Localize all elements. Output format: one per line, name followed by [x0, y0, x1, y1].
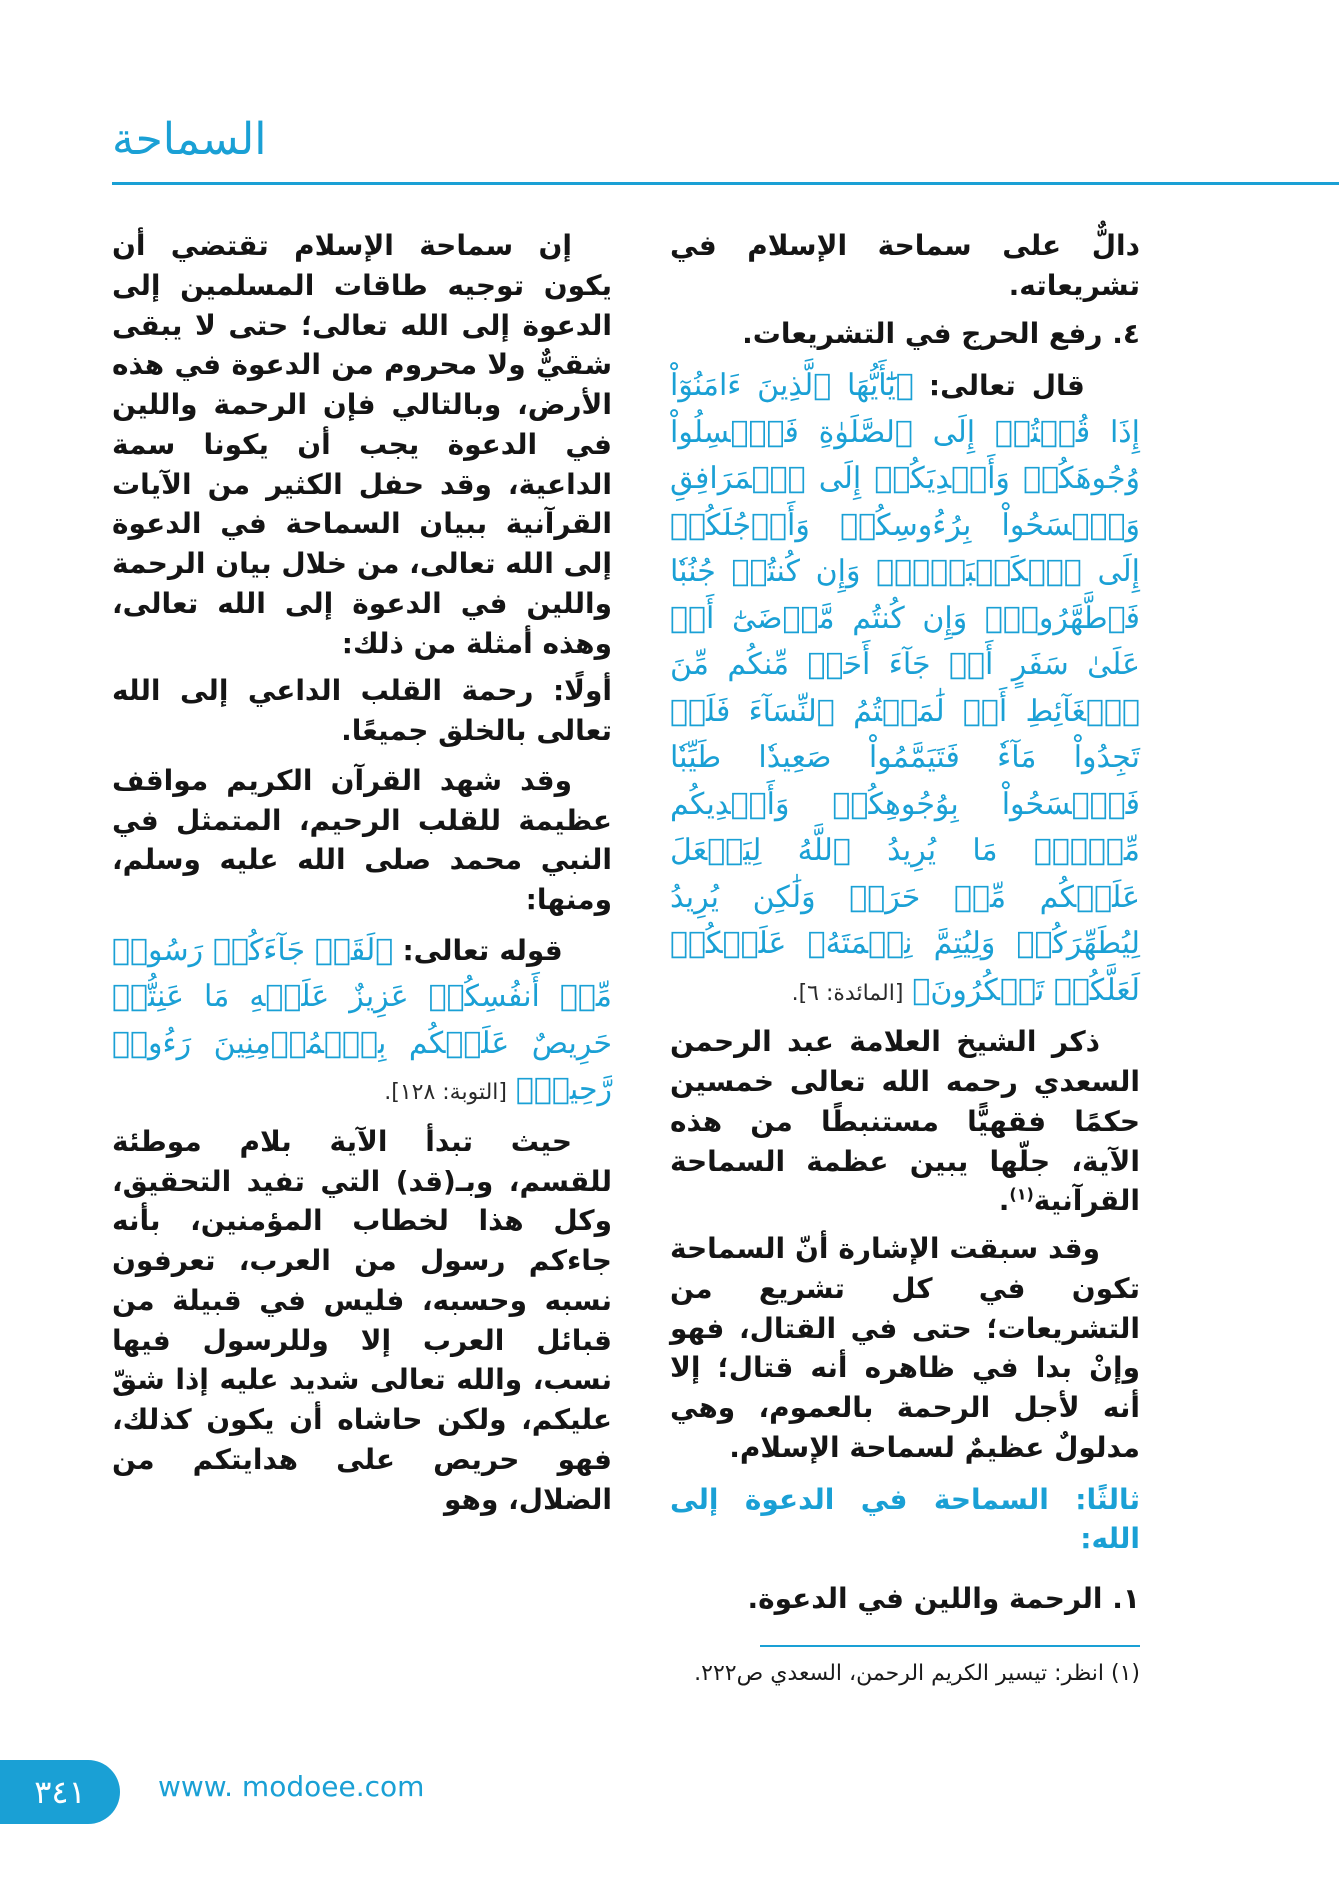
- right-text-column: [670, 226, 1140, 1629]
- footnote-1: (١) انظر: تيسير الكريم الرحمن، السعدي ص٢٢٢.: [694, 1661, 1140, 1686]
- combat-paragraph: [670, 1229, 1140, 1468]
- quran-testimony-paragraph: [112, 761, 612, 920]
- maidah-verse-block: [670, 363, 1140, 1014]
- item-4-heading: ٤. رفع الحرج في التشريعات.: [742, 316, 1140, 350]
- section-3-heading: ثالثًا: السماحة في الدعوة إلى الله:: [670, 1482, 1140, 1556]
- continuation-paragraph: دالٌّ على سماحة الإسلام في تشريعاته.: [670, 229, 1140, 302]
- quran-verse-maidah: ﴿يَٰٓأَيُّهَا ٱلَّذِينَ ءَامَنُوٓاْ إِذَا قُمۡتُمۡ إِلَى ٱلصَّلَوٰةِ فَٱغۡسِلُواْ وُجُوهَكُمۡ وَأَيۡدِيَكُمۡ إِلَى ٱلۡمَرَافِقِ وَٱمۡسَحُواْ بِرُءُوسِكُمۡ وَأَرۡجُلَكُمۡ إِلَى ٱلۡكَعۡبَيۡنِۚ وَإِن كُنتُمۡ جُنُبٗا فَٱطَّهَّرُواْۚ وَإِن كُنتُم مَّرۡضَىٰٓ أَوۡ عَلَىٰ سَفَرٍ أَوۡ جَآءَ أَحَدٞ مِّنكُم مِّنَ ٱلۡغَآئِطِ أَوۡ لَٰمَسۡتُمُ ٱلنِّسَآءَ فَلَمۡ تَجِدُواْ مَآءٗ فَتَيَمَّمُواْ صَعِيدٗا طَيِّبٗا فَٱمۡسَحُواْ بِوُجُوهِكُمۡ وَأَيۡدِيكُم مِّنۡهُۚ مَا يُرِيدُ ٱللَّهُ لِيَجۡعَلَ عَلَيۡكُم مِّنۡ حَرَجٖ وَلَٰكِن يُرِيدُ لِيُطَهِّرَكُمۡ وَلِيُتِمَّ نِعۡمَتَهُۥ عَلَيۡكُمۡ لَعَلَّكُمۡ تَشۡكُرُونَ﴾: [670, 368, 1140, 1008]
- saadi-paragraph: [670, 1022, 1140, 1221]
- footnote-reference-1[interactable]: (١): [1009, 1184, 1034, 1204]
- footnote-divider: [760, 1645, 1140, 1647]
- saadi-paragraph-end: .: [998, 1184, 1010, 1218]
- verse-intro: قوله تعالى:: [402, 933, 563, 967]
- website-link[interactable]: www. modoee.com: [158, 1770, 425, 1803]
- item-1-heading: ١. الرحمة واللين في الدعوة.: [747, 1582, 1140, 1615]
- saadi-paragraph-text: ذكر الشيخ العلامة عبد الرحمن السعدي رحمه الله تعالى خمسين حكمًا فقهيًّا مستنبطًا من هذه الآية، جلّها يبين عظمة السماحة القرآنية: [670, 1025, 1140, 1218]
- quran-testimony-text: وقد شهد القرآن الكريم مواقف عظيمة للقلب الرحيم، المتمثل في النبي محمد صلى الله عليه وسلم، ومنها:: [112, 763, 612, 916]
- quran-verse-tawbah: ﴿لَقَدۡ جَآءَكُمۡ رَسُولٞ مِّنۡ أَنفُسِكُمۡ عَزِيزٌ عَلَيۡهِ مَا عَنِتُّمۡ حَرِيصٌ عَلَيۡكُم بِٱلۡمُؤۡمِنِينَ رَءُوفٞ رَّحِيمٞ﴾: [112, 932, 612, 1108]
- verse-citation-tawbah: [التوبة: ١٢٨].: [384, 1080, 507, 1106]
- combat-paragraph-text: وقد سبقت الإشارة أنّ السماحة تكون في كل تشريع من التشريعات؛ حتى في القتال، فهو وإنْ بدا في ظاهره أنه قتال؛ إلا أنه لأجل الرحمة بالعموم، وهي مدلولٌ عظيمٌ لسماحة الإسلام.: [670, 1232, 1140, 1464]
- verse-citation-maidah: [المائدة: ٦].: [791, 980, 904, 1006]
- tafsir-paragraph: [112, 1122, 612, 1520]
- intro-paragraph: [112, 226, 612, 663]
- tawbah-verse-block: [112, 928, 612, 1114]
- first-subheading: أولًا: رحمة القلب الداعي إلى الله تعالى بالخلق جميعًا.: [112, 674, 612, 747]
- intro-paragraph-text: إن سماحة الإسلام تقتضي أن يكون توجيه طاقات المسلمين إلى الدعوة إلى الله تعالى؛ حتى لا يبقى شقيٌّ ولا محروم من الدعوة في هذه الأرض، وبالتالي فإن الرحمة واللين في الدعوة يجب أن يكونا سمة الداعية، وقد حفل الكثير من الآيات القرآنية ببيان السماحة في الدعوة إلى الله تعالى، من خلال بيان الرحمة واللين في الدعوة إلى الله تعالى، وهذه أمثلة من ذلك:: [112, 229, 612, 660]
- left-text-column: [112, 226, 612, 1527]
- running-header-title: السماحة: [112, 114, 267, 165]
- header-divider: [112, 182, 1339, 185]
- verse-intro: قال تعالى:: [928, 369, 1085, 403]
- page-number: ٣٤١: [0, 1760, 120, 1824]
- tafsir-paragraph-text: حيث تبدأ الآية بلام موطئة للقسم، وبـ(قد) التي تفيد التحقيق، وكل هذا لخطاب المؤمنين، بأنه جاءكم رسول من العرب، تعرفون نسبه وحسبه، فليس في قبيلة من قبائل العرب إلا وللرسول فيها نسب، والله تعالى شديد عليه إذا شقّ عليكم، ولكن حاشاه أن يكون كذلك، فهو حريص على هدايتكم من الضلال، وهو: [112, 1124, 612, 1516]
